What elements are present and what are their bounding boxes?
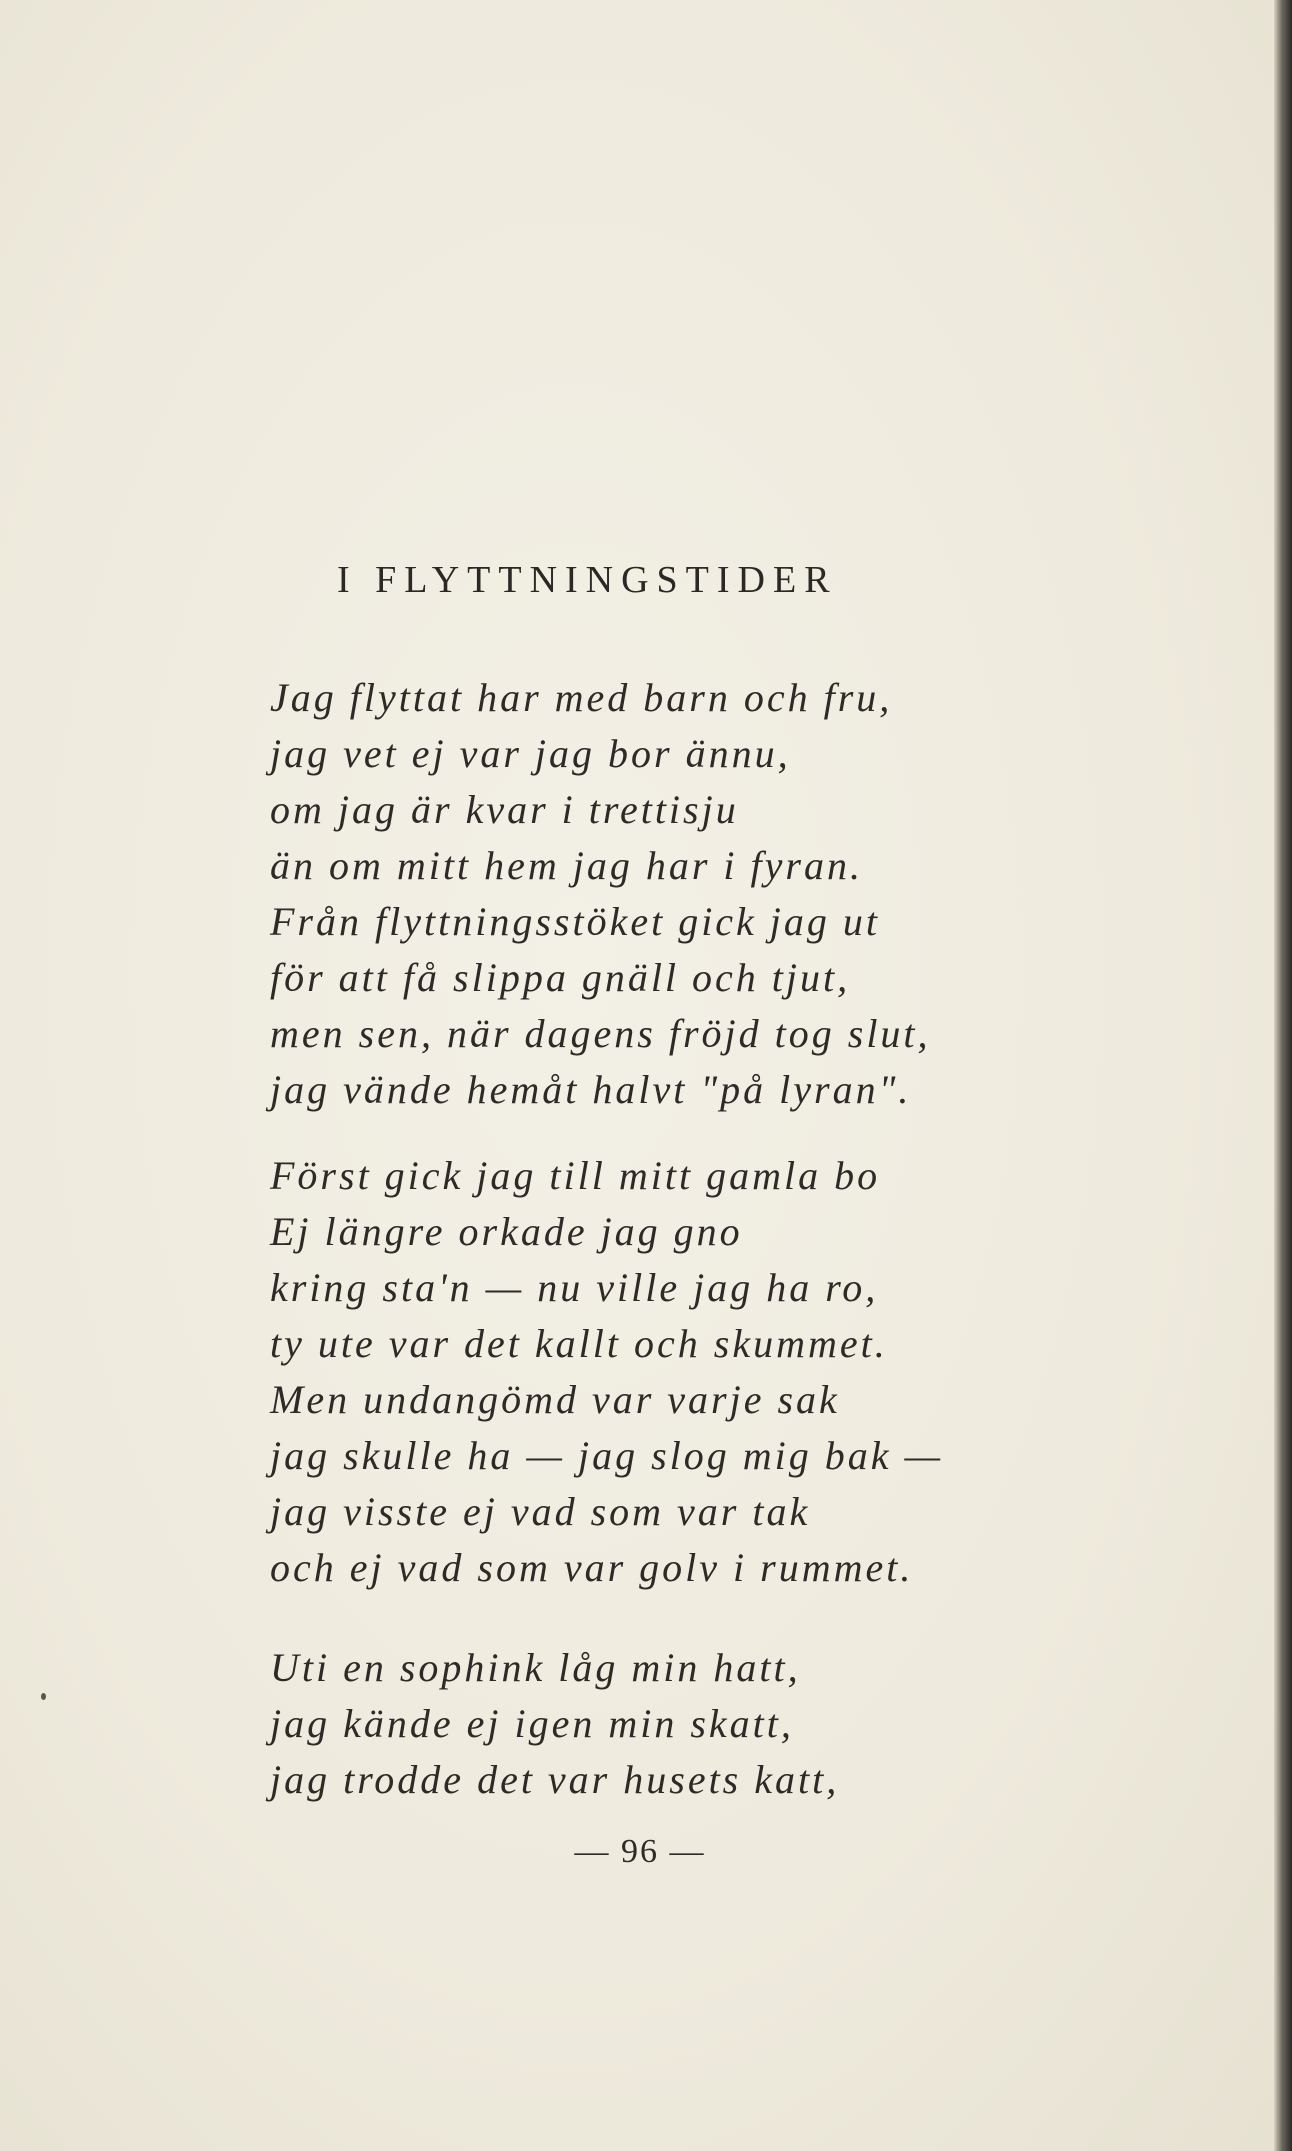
verse-line: kring sta'n — nu ville jag ha ro, xyxy=(270,1265,879,1310)
verse-line: Först gick jag till mitt gamla bo xyxy=(270,1153,881,1198)
verse-line: jag vet ej var jag bor ännu, xyxy=(270,731,791,776)
verse-line: än om mitt hem jag har i fyran. xyxy=(270,843,863,888)
verse-line: men sen, när dagens fröjd tog slut, xyxy=(270,1011,931,1056)
verse-line: Ej längre orkade jag gno xyxy=(270,1209,743,1254)
verse-line: jag visste ej vad som var tak xyxy=(270,1489,811,1534)
verse-line: jag vände hemåt halvt "på lyran". xyxy=(270,1067,912,1112)
verse-line: om jag är kvar i trettisju xyxy=(270,787,739,832)
verse-line: Från flyttningsstöket gick jag ut xyxy=(270,899,881,944)
verse-line: och ej vad som var golv i rummet. xyxy=(270,1545,914,1590)
verse-line: jag skulle ha — jag slog mig bak — xyxy=(270,1433,944,1478)
verse-line: ty ute var det kallt och skummet. xyxy=(270,1321,888,1366)
verse-line: jag kände ej igen min skatt, xyxy=(270,1701,794,1746)
verse-line: Jag flyttat har med barn och fru, xyxy=(270,675,893,720)
verse-line: Men undangömd var varje sak xyxy=(270,1377,840,1422)
verse-line: för att få slippa gnäll och tjut, xyxy=(270,955,851,1000)
page-edge xyxy=(1274,0,1292,2151)
page-number: — 96 — xyxy=(574,1833,706,1870)
verse-line: jag trodde det var husets katt, xyxy=(270,1757,840,1802)
stanza xyxy=(270,1640,839,1808)
stanza xyxy=(270,1148,943,1596)
poem-title: I FLYTTNINGSTIDER xyxy=(337,559,838,601)
stanza xyxy=(270,670,931,1118)
verse-line: Uti en sophink låg min hatt, xyxy=(270,1645,801,1690)
ink-speck xyxy=(41,1693,46,1700)
